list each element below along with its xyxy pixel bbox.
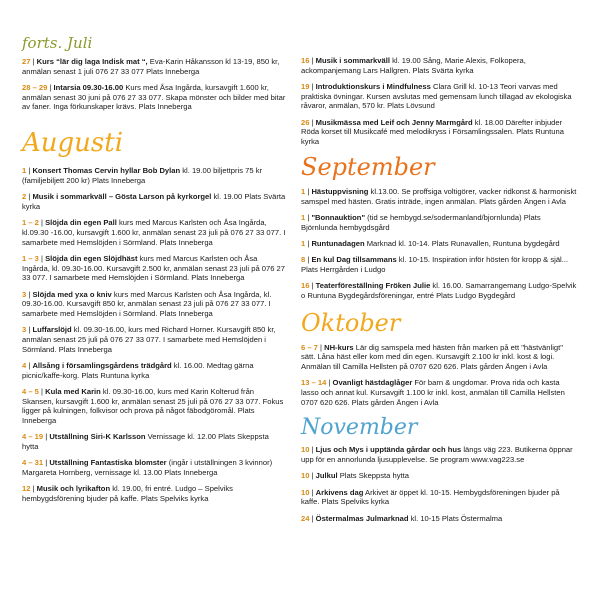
event-date: 1 [301,238,306,248]
event-title: Julkul [315,471,338,481]
event-entry: 8 | En kul Dag tillsammans kl. 10-15. Inspiration inför hösten för kropp & själ... Plats Herrgården i Ludgo [301,255,569,274]
section-heading-november: November [301,415,418,441]
event-date: 28 – 29 [22,83,48,92]
event-date: 13 – 14 [301,378,327,388]
event-description: kl. 09.30-16.00, kurs med Karin Kolterud från Skansen, kursavgift 1.600 kr, anmälan senast 25 juli på 076 27 33 077. Fokus ligger på kulningen, folkvisor och prova på något fäbodgöromål. Plats Inneberga [22,386,284,426]
event-description: kl. 16.00. Samarrangemang Ludgo-Spelvik o Runtuna Bygdegårdsföreningar, entré Plats Ludgo Bygdegård [301,281,577,300]
event-title: Musikmässa med Leif och Jenny Marmgård [315,117,473,127]
event-entry: 4 – 5 | Kula med Karin kl. 09.30-16.00, kurs med Karin Kolterud från Skansen, kursavgift 1.600 kr, anmälan senast 25 juli på 076 27 33 077. Fokus ligger på kulningen, folkvisor och prova på något fäbodgöromål. Plats Inneberga [22,386,284,426]
event-date: 10 [301,487,310,497]
event-entry: 13 – 14 | Ovanligt hästdaglåger För barn & ungdomar. Prova rida och kasta lasso och annat kul. Kursavgift 1.100 kr inkl. kost, anmälan till Camilla Hellsten 0707 620 626. Plats gården Ängen i Avla [301,378,565,407]
event-date: 3 [22,325,27,335]
event-title: Luffarslöjd [32,325,72,335]
event-description: kurs med Marcus Karlsten och Åsa Ingårda, kl.09.30 -16.00, kursavgift 1.600 kr, anmälan senast 23 juli på 076 27 33 077. I samarbete med Hemslöjden i Sörmland. Plats Inneberga [22,218,286,247]
event-date: 19 [301,82,310,91]
event-date: 1 – 2 [22,218,39,228]
event-date: 16 [301,281,310,291]
event-entry: 19 | Introduktionskurs i Mindfulness Clara Grill kl. 10-13 Teori varvas med praktiska övningar. Kursen avslutas med gemensam lunch tillagad av ekologiska råvaror, anmälan, 570 kr. Plats Lövsund [301,82,572,111]
event-title: Hästuppvisning [311,186,369,196]
event-date: 8 [301,255,306,265]
entries-oktober [301,343,579,408]
event-title: Slöjda din egen Pall [45,218,117,228]
event-entry: 1 | Hästuppvisning kl.13.00. Se proffsiga voltigörer, vacker ridkonst & harmoniskt samspel med hästen. Gratis inträde, ingen anmälan. Plats gården Ängen i Avla [301,186,577,206]
event-title: Musik i sommarkväll [315,56,390,65]
event-description: kl. 19.00, fri entré. Ludgo – Spelviks hembygdsförening bjuder på kaffe. Plats Spelviks kyrka [22,484,233,504]
event-date: 1 – 3 [22,253,39,263]
event-title: Kula med Karin [45,386,101,396]
event-entry: 4 | Allsång i församlingsgårdens trädgård kl. 16.00. Medtag gärna picnic/kaffe-korg. Plats Runtuna kyrka [22,360,254,380]
event-date: 4 [22,360,27,370]
event-description: kl. 18.00 Därefter inbjuder Röda korset till Musikcafé med melodikryss i Församlingssalen. Plats Runtuna kyrka [301,117,564,147]
event-entry: 2 | Musik i sommarkväll – Gösta Larson på kyrkorgel kl. 19.00 Plats Svärta kyrka [22,192,286,211]
event-entry: 4 – 19 | Utställning Siri-K Karlsson Vernissage kl. 12.00 Plats Skeppsta hytta [22,432,269,452]
event-entry: 12 | Musik och lyrikafton kl. 19.00, fri entré. Ludgo – Spelviks hembygdsförening bjuder på kaffe. Plats Spelviks kyrka [22,484,233,504]
event-description: kl. 19.00 biljettpris 75 kr (familjebiljett 200 kr) Plats Inneberga [22,166,263,185]
event-description: kl. 10-15 Plats Östermalma [408,513,503,523]
event-description: längs väg 223. Butikerna öppnar upp för en annorlunda ljusupplevelse. Se program www.vag223.se [301,445,573,465]
event-entry: 28 – 29 | Intarsia 09.30-16.00 Kurs med Åsa Ingårda, kursavgift 1.600 kr, anmälan senast 30 juni på 076 27 33 077. Skapa mönster och bilder med bitar av faner. Inga förkunskaper krävs. Plats Inneberga [22,83,286,112]
event-description: Lär dig samspela med hästen från marken på ett "hästvänligt" sätt. Låna häst eller kom med din egen. Kursavgift 2.100 kr inkl. kost & logi. Anmälan till Camilla Hellsten på 0707 620 626. Plats gården Ängen i Avla [301,342,563,371]
event-description: kurs med Marcus Karlsten och Åsa Ingårda, kl. 09.30-16.00. Kursavgift 850 kr, anmälan senast 23 juli på 076 27 33 077. I samarbete med Hemslöjden i Sörmland. Plats Inneberga [22,289,272,318]
event-date: 1 [22,166,27,176]
event-description: kurs med Marcus Karlsten och Åsa Ingårda, kl. 09.30-16.00. Kursavgift 2.500 kr, anmälan senast 23 juli på 076 27 33 077. I samarbete med Hemslöjden i Sörmland. Plats Inneberga [22,253,285,283]
event-title: Östermalmas Julmarknad [315,513,409,523]
event-entry: 1 | Runtunadagen Marknad kl. 10-14. Plats Runavallen, Runtuna bygdegård [301,238,560,248]
event-date: 1 [301,212,306,222]
event-description: kl.13.00. Se proffsiga voltigörer, vacker ridkonst & harmoniskt samspel med hästen. Gratis inträde, ingen anmälan. Plats gården Ängen i Avla [301,186,577,206]
section-heading-augusti: Augusti [22,128,124,159]
entries-july [22,57,287,112]
section-heading-forts-juli: forts. Juli [22,34,93,52]
event-date: 6 – 7 [301,342,318,352]
event-date: 4 – 19 [22,432,44,442]
event-title: Slöjda din egen Slöjdhäst [45,253,138,263]
event-description: kl. 09.30-16.00, kurs med Richard Horner. Kursavgift 850 kr, anmälan senast 25 juli på 076 27 33 077. I samarbete med Hemslöjden i Sörmland. Plats Inneberga [22,325,276,354]
event-date: 16 [301,56,310,65]
event-description: För barn & ungdomar. Prova rida och kasta lasso och annat kul. Kursavgift 1.100 kr inkl. kost, anmälan till Camilla Hellsten 0707 620 626. Plats gården Ängen i Avla [301,378,565,407]
event-description: kl. 10-15. Inspiration inför hösten för kropp & själ... Plats Herrgården i Ludgo [301,255,569,274]
event-title: Musik i sommarkväll – Gösta Larson på kyrkorgel [32,192,212,202]
event-entry: 6 – 7 | NH-kurs Lär dig samspela med hästen från marken på ett "hästvänligt" sätt. Låna häst eller kom med din egen. Kursavgift 2.100 kr inkl. kost & logi. Anmälan till Camilla Hellsten på 0707 620 626. Plats gården Ängen i Avla [301,342,563,371]
event-title: Introduktionskurs i Mindfulness [315,82,431,91]
event-date: 27 [22,57,31,66]
event-entry: 24 | Östermalmas Julmarknad kl. 10-15 Plats Östermalma [301,513,503,523]
event-date: 2 [22,192,27,202]
event-date: 26 [301,117,310,127]
event-description: Kurs med Åsa Ingårda, kursavgift 1.600 kr, anmälan senast 30 juni på 076 27 33 077. Skapa mönster och bilder med bitar av faner. Inga förkunskaper krävs. Plats Inneberga [22,83,286,112]
event-description: kl. 19.00 Sång, Marie Alexis, Folkopera, ackompanjemang Lars Hallgren. Plats Svärta kyrka [301,56,526,75]
event-title: Musik och lyrikafton [36,484,111,494]
event-date: 10 [301,445,310,455]
event-entry: 4 – 31 | Utställning Fantastiska blomster (ingår i utställningen 3 kvinnor) Margareta Hornberg, vernissage kl. 13.00 Plats Inneberga [22,458,273,478]
event-description: Arkivet är öppet kl. 10-15. Hembygdsföreningen bjuder på kaffe. Plats Spelviks kyrka [301,487,560,507]
event-entry: 26 | Musikmässa med Leif och Jenny Marmgård kl. 18.00 Därefter inbjuder Röda korset till Musikcafé med melodikryss i Församlingssalen. Plats Runtuna kyrka [301,117,564,147]
entries-november [301,445,579,523]
section-heading-oktober: Oktober [301,308,401,337]
event-entry: 27 | Kurs “lär dig laga Indisk mat “, Eva-Karin Håkansson kl 13-19, 850 kr, anmälan senast 1 juli 076 27 33 077 Plats Inneberga [22,57,280,76]
event-description: kl. 16.00. Medtag gärna picnic/kaffe-korg. Plats Runtuna kyrka [22,360,254,380]
event-description: Clara Grill kl. 10-13 Teori varvas med praktiska övningar. Kursen avslutas med gemensam lunch tillagad av ekologiska råvaror, anmälan, 570 kr. Plats Lövsund [301,82,572,111]
event-entry: 3 | Luffarslöjd kl. 09.30-16.00, kurs med Richard Horner. Kursavgift 850 kr, anmälan senast 25 juli på 076 27 33 077. I samarbete med Hemslöjden i Sörmland. Plats Inneberga [22,325,276,354]
event-title: "Bonnauktion" [311,212,366,222]
event-title: Teaterföreställning Fröken Julie [315,281,431,291]
event-entry: 10 | Ljus och Mys i upptända gårdar och hus längs väg 223. Butikerna öppnar upp för en annorlunda ljusupplevelse. Se program www.vag223.se [301,445,573,465]
event-title: NH-kurs [324,342,354,352]
event-date: 4 – 5 [22,386,39,396]
event-date: 24 [301,513,310,523]
event-title: Kurs “lär dig laga Indisk mat “, [36,57,148,66]
entries-september [301,187,579,301]
event-description: Plats Skeppsta hytta [337,471,409,481]
event-entry: 1 | "Bonnauktion" (tid se hembygd.se/sodermanland/bjornlunda) Plats Björnlunda hembygdsgård [301,212,541,232]
event-title: Allsång i församlingsgårdens trädgård [32,360,172,370]
event-description: Eva-Karin Håkansson kl 13-19, 850 kr, anmälan senast 1 juli 076 27 33 077 Plats Inneberga [22,57,280,76]
event-title: Utställning Siri-K Karlsson [49,432,146,442]
event-entry: 10 | Julkul Plats Skeppsta hytta [301,471,409,481]
event-title: Konsert Thomas Cervin hyllar Bob Dylan [32,166,181,176]
event-entry: 16 | Musik i sommarkväll kl. 19.00 Sång, Marie Alexis, Folkopera, ackompanjemang Lars Hallgren. Plats Svärta kyrka [301,56,526,75]
event-entry: 1 – 2 | Slöjda din egen Pall kurs med Marcus Karlsten och Åsa Ingårda, kl.09.30 -16.00, kursavgift 1.600 kr, anmälan senast 23 juli på 076 27 33 077. I samarbete med Hemslöjden i Sörmland. Plats Inneberga [22,218,286,247]
event-date: 1 [301,186,306,196]
event-date: 3 [22,289,27,299]
right-column [301,56,579,530]
event-title: Utställning Fantastiska blomster [49,458,167,468]
event-title: Slöjda med yxa o kniv [32,289,112,299]
event-entry: 3 | Slöjda med yxa o kniv kurs med Marcus Karlsten och Åsa Ingårda, kl. 09.30-16.00. Kursavgift 850 kr, anmälan senast 23 juli på 076 27 33 077. I samarbete med Hemslöjden i Sörmland. Plats Inneberga [22,289,272,318]
event-date: 10 [301,471,310,481]
left-column [22,36,287,510]
section-heading-september: September [301,152,435,181]
event-title: En kul Dag tillsammans [311,255,397,265]
event-title: Runtunadagen [311,238,365,248]
event-entry: 10 | Arkivens dag Arkivet är öppet kl. 10-15. Hembygdsföreningen bjuder på kaffe. Plats Spelviks kyrka [301,487,560,507]
event-entry: 1 – 3 | Slöjda din egen Slöjdhäst kurs med Marcus Karlsten och Åsa Ingårda, kl. 09.30-16.00. Kursavgift 2.500 kr, anmälan senast 23 juli på 076 27 33 077. I samarbete med Hemslöjden i Sörmland. Plats Inneberga [22,253,285,283]
event-date: 4 – 31 [22,458,44,468]
event-description: kl. 19.00 Plats Svärta kyrka [22,192,286,211]
event-description: (ingår i utställningen 3 kvinnor) Margareta Hornberg, vernissage kl. 13.00 Plats Inneberga [22,458,273,478]
event-title: Intarsia 09.30-16.00 [53,83,124,92]
event-entry: 1 | Konsert Thomas Cervin hyllar Bob Dylan kl. 19.00 biljettpris 75 kr (familjebiljett 200 kr) Plats Inneberga [22,166,263,185]
event-description: Vernissage kl. 12.00 Plats Skeppsta hytta [22,432,269,452]
event-description: (tid se hembygd.se/sodermanland/bjornlunda) Plats Björnlunda hembygdsgård [301,212,541,232]
event-title: Arkivens dag [315,487,364,497]
event-description: Marknad kl. 10-14. Plats Runavallen, Runtuna bygdegård [364,238,560,248]
event-title: Ljus och Mys i upptända gårdar och hus [315,445,462,455]
entries-augusti-continued [301,56,579,147]
event-entry: 16 | Teaterföreställning Fröken Julie kl. 16.00. Samarrangemang Ludgo-Spelvik o Runtuna Bygdegårdsföreningar, entré Plats Ludgo Bygdegård [301,281,577,300]
entries-augusti [22,166,287,504]
event-date: 12 [22,484,31,494]
event-title: Ovanligt hästdaglåger [332,378,413,388]
